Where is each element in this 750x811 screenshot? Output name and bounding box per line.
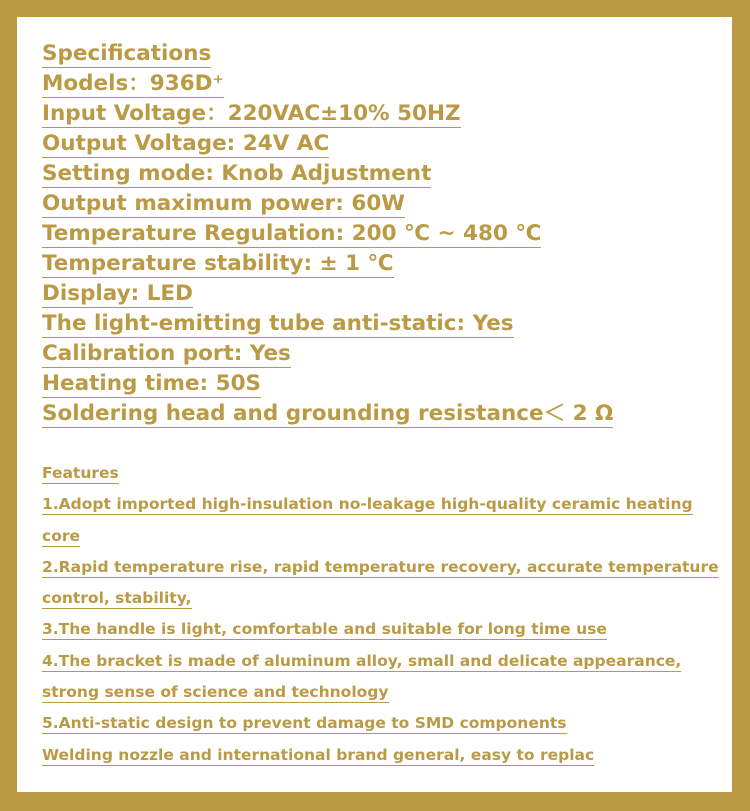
spec-line-heating-time: Heating time: 50S [42, 371, 262, 396]
spec-line-calibration-port: Calibration port: Yes [42, 341, 291, 366]
spec-line-max-power: Output maximum power: 60W [42, 191, 405, 216]
spec-line-anti-static: The light-emitting tube anti-static: Yes [42, 311, 514, 336]
features-block [42, 458, 719, 771]
content-panel [17, 17, 732, 792]
feature-line: strong sense of science and technology [42, 683, 389, 702]
feature-line: Welding nozzle and international brand general, easy to replac [42, 745, 595, 764]
spec-line-display: Display: LED [42, 281, 193, 306]
spec-line-output-voltage: Output Voltage: 24V AC [42, 131, 330, 156]
feature-line: 4.The bracket is made of aluminum alloy, small and delicate appearance, [42, 651, 682, 670]
features-heading: Features [42, 464, 119, 482]
spec-line-temperature-regulation: Temperature Regulation: 200 ℃ ~ 480 ℃ [42, 221, 542, 246]
feature-line: 5.Anti-static design to prevent damage to SMD components [42, 714, 567, 733]
feature-line: control, stability, [42, 589, 192, 608]
feature-line: core [42, 526, 80, 545]
feature-line: 2.Rapid temperature rise, rapid temperature recovery, accurate temperature [42, 557, 719, 576]
feature-line: 1.Adopt imported high-insulation no-leakage high-quality ceramic heating [42, 495, 693, 514]
spec-line-setting-mode: Setting mode: Knob Adjustment [42, 161, 432, 186]
feature-line: 3.The handle is light, comfortable and suitable for long time use [42, 620, 607, 639]
spec-line-models: Models：936D⁺ [42, 71, 224, 96]
spec-heading: Specifications [42, 41, 212, 66]
specifications-block [42, 39, 613, 429]
spec-line-input-voltage: Input Voltage：220VAC±10% 50HZ [42, 101, 461, 126]
spec-line-temperature-stability: Temperature stability: ± 1 ℃ [42, 251, 394, 276]
spec-line-grounding-resistance: Soldering head and grounding resistance＜ 2 Ω [42, 401, 614, 426]
